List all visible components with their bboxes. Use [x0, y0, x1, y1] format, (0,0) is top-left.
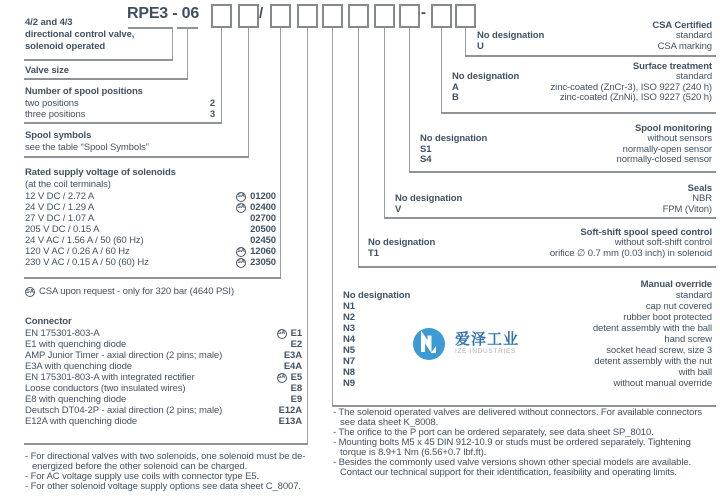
row-desc: normally-closed sensor	[616, 154, 712, 166]
row-label: E12A with quenching diode	[25, 416, 138, 427]
row-code: N7	[343, 356, 355, 367]
row-code: U	[477, 40, 484, 52]
row-code: 20500	[250, 224, 276, 235]
spool-positions-rows	[25, 98, 215, 120]
section-surface-treatment	[452, 61, 712, 104]
row-code: 02450	[250, 235, 276, 246]
section-subtitle: (at the coil terminals)	[25, 179, 111, 190]
csa-mark-icon: SA	[236, 247, 246, 257]
row-desc: socket head screw, size 3	[606, 345, 712, 356]
row-code: 02700	[250, 213, 276, 224]
row-code: E13A	[278, 416, 302, 427]
section-title: Spool symbols	[25, 130, 92, 141]
table-row	[343, 331, 712, 348]
table-row	[343, 323, 712, 334]
note-text: CSA upon request - only for 320 bar (4640 PSI)	[39, 286, 235, 297]
row-code: N8	[343, 367, 355, 378]
valve-type-line: directional control valve,	[25, 28, 135, 40]
section-title: CSA Certified	[652, 20, 712, 31]
csa-mark-icon: SA	[236, 192, 246, 202]
section-rule	[24, 122, 222, 124]
section-rule	[358, 266, 716, 268]
watermark-cn-text: 爱泽工业	[455, 331, 520, 348]
row-code: No designation	[368, 237, 436, 248]
table-row	[25, 361, 302, 372]
row-code: N5	[343, 345, 355, 356]
connector-line	[221, 28, 222, 122]
row-desc: zinc-coated (ZnCr-3), ISO 9227 (240 h)	[550, 81, 712, 93]
table-row	[25, 98, 215, 109]
table-row	[25, 405, 302, 416]
row-label: 205 V DC / 0.15 A	[25, 224, 100, 235]
row-desc: without soft-shift control	[614, 237, 712, 248]
section-rule	[24, 78, 188, 80]
code-box-7	[374, 4, 395, 28]
row-code: 3	[209, 109, 215, 120]
row-label: 230 V AC / 0.15 A / 50 (60) Hz	[25, 257, 149, 268]
footnote: - For AC voltage supply use coils with connector type E5.	[25, 471, 260, 482]
row-label: AMP Junior Timer - axial direction (2 pins; male)	[25, 350, 223, 361]
table-row	[25, 383, 302, 394]
section-rule	[409, 171, 716, 173]
row-code: N9	[343, 378, 355, 389]
connector-line	[441, 28, 442, 112]
table-row	[25, 339, 302, 350]
row-desc: CSA marking	[657, 40, 712, 52]
table-row	[25, 416, 302, 427]
section-title: Rated supply voltage of solenoids	[25, 167, 176, 178]
row-label: 27 V DC / 1.07 A	[25, 213, 95, 224]
row-desc: standard	[675, 290, 712, 301]
section-manual-override	[343, 279, 712, 389]
row-desc: standard	[675, 30, 712, 41]
row-label: three positions	[25, 109, 86, 120]
code-box-5	[322, 4, 343, 28]
section-title: Spool monitoring	[634, 123, 712, 134]
section-title: Soft-shift spool speed control	[580, 227, 712, 238]
table-row	[395, 194, 712, 205]
table-row	[25, 235, 276, 246]
csa-rows	[477, 31, 712, 52]
section-title: Seals	[687, 183, 712, 194]
row-label: E8 with quenching diode	[25, 394, 127, 405]
row-code: No designation	[420, 133, 488, 144]
table-row	[25, 372, 302, 383]
watermark-en-text: IZE INDUSTRIES	[455, 348, 517, 355]
table-row	[477, 31, 712, 42]
row-label: 120 V AC / 0.26 A / 60 Hz	[25, 246, 130, 257]
row-code: A	[452, 81, 459, 93]
table-row	[343, 378, 712, 389]
section-valve-size: Valve size	[25, 65, 69, 76]
csa-mark-icon: SA	[277, 373, 287, 383]
row-desc: with ball	[678, 367, 712, 378]
row-desc: FPM (Viton)	[662, 203, 712, 215]
section-csa-certified	[477, 20, 712, 52]
connector-line	[384, 28, 385, 217]
connector-line	[187, 27, 188, 78]
table-row	[420, 134, 712, 145]
table-row	[477, 42, 712, 53]
table-row	[25, 191, 276, 202]
code-slash: /	[259, 5, 264, 22]
valve-type-line: 4/2 and 4/3	[25, 17, 73, 28]
row-code: No designation	[477, 30, 545, 41]
section-subtitle: see the table “Spool Symbols”	[25, 142, 149, 153]
section-spool-symbols	[25, 130, 149, 154]
table-row	[343, 301, 712, 312]
section-voltage	[25, 167, 276, 268]
row-desc: without sensors	[647, 133, 712, 144]
row-label: Loose conductors (two insulated wires)	[25, 383, 186, 394]
section-rule	[24, 59, 173, 61]
row-code: N1	[343, 301, 355, 312]
model-code-prefix: RPE3 - 06	[127, 5, 200, 22]
override-rows	[343, 290, 712, 389]
row-label: EN 175301-803-A	[25, 328, 100, 339]
row-code: N3	[343, 323, 355, 334]
table-row	[343, 367, 712, 378]
valve-type-line: solenoid operated	[25, 40, 106, 52]
table-row	[343, 312, 712, 323]
section-rule	[441, 112, 716, 114]
table-row	[420, 155, 712, 166]
connector-line	[248, 28, 249, 156]
code-box-6	[348, 4, 369, 28]
footnote: - For other solenoid voltage supply options see data sheet C_8007.	[25, 481, 301, 492]
table-row	[25, 246, 276, 257]
section-spool-monitoring	[420, 123, 712, 166]
connector-line	[358, 28, 359, 266]
row-desc: NBR	[692, 193, 712, 204]
row-desc: orifice ∅ 0.7 mm (0.03 inch) in solenoid	[549, 247, 712, 259]
row-desc: detent assembly with the ball	[592, 323, 712, 334]
seals-rows	[395, 194, 712, 215]
row-label: 24 V AC / 1.56 A / 50 (60 Hz)	[25, 235, 144, 246]
row-code: No designation	[343, 290, 411, 301]
row-code: E3A	[283, 350, 302, 361]
table-row	[368, 249, 712, 260]
row-label: Deutsch DT04-2P - axial direction (2 pins; male)	[25, 405, 223, 416]
row-label: E3A with quenching diode	[25, 361, 132, 372]
csa-mark-icon: SA	[26, 288, 34, 295]
monitoring-rows	[420, 134, 712, 166]
row-label: two positions	[25, 98, 79, 109]
footnote: - For directional valves with two solenoids, one solenoid must be de-energized before the other solenoid can be charged.	[25, 451, 306, 472]
code-box-9	[431, 4, 452, 28]
row-desc: cap nut covered	[645, 301, 712, 312]
soft-shift-rows	[368, 238, 712, 259]
section-title: Connector	[25, 316, 72, 327]
row-label: 24 V DC / 1.29 A	[25, 202, 95, 213]
table-row	[25, 224, 276, 235]
table-row	[368, 238, 712, 249]
table-row	[25, 202, 276, 213]
watermark-logo	[412, 327, 519, 361]
row-code: E5	[290, 372, 302, 383]
row-desc: without manual override	[613, 378, 712, 389]
row-code: E2	[290, 339, 302, 350]
section-rule	[384, 217, 716, 219]
section-valve-type	[25, 17, 134, 52]
section-rule	[24, 156, 249, 158]
row-desc: rubber boot protected	[623, 312, 712, 323]
footnote: - Besides the commonly used valve versions shown other special models are available. Contact our technical support for their identification, feasibility and operating limits.	[333, 457, 692, 478]
table-row	[452, 72, 712, 83]
table-row	[25, 328, 302, 339]
section-connector	[25, 316, 302, 427]
connector-line	[409, 28, 410, 171]
row-code: V	[395, 203, 402, 215]
section-title: Number of spool positions	[25, 86, 143, 97]
connector-rows	[25, 328, 302, 427]
csa-mark-icon: SA	[236, 203, 246, 213]
code-dash: -	[421, 4, 426, 21]
csa-mark-icon: SA	[236, 258, 246, 268]
row-desc: normally-open sensor	[622, 143, 712, 155]
surface-rows	[452, 72, 712, 104]
footnote: - The solenoid operated valves are delivered without connectors. For available connectors see data sheet K_8008.	[333, 407, 703, 428]
row-code: E8	[290, 383, 302, 394]
table-row	[343, 345, 712, 356]
row-label: E1 with quenching diode	[25, 339, 127, 350]
section-soft-shift	[368, 227, 712, 259]
table-row	[25, 257, 276, 268]
row-code: E12A	[278, 405, 302, 416]
connector-line	[280, 28, 281, 277]
voltage-rows	[25, 191, 276, 268]
code-box-10	[455, 4, 476, 28]
section-rule	[24, 443, 308, 445]
ize-logo-icon	[412, 327, 446, 361]
footnote: - The orifice to the P port can be ordered separately, see data sheet SP_8010.	[333, 427, 654, 438]
code-box-2	[238, 4, 259, 28]
row-code: S1	[420, 143, 432, 155]
table-row	[25, 350, 302, 361]
table-row	[343, 356, 712, 367]
row-code: 23050	[250, 257, 276, 268]
left-footnotes	[25, 452, 330, 492]
row-code: No designation	[395, 193, 463, 204]
voltage-csa-note	[25, 286, 234, 297]
code-box-8	[399, 4, 420, 28]
table-row	[395, 205, 712, 216]
row-code: E1	[290, 328, 302, 339]
section-title: Surface treatment	[632, 61, 712, 72]
row-code: B	[452, 92, 459, 104]
right-footnotes	[333, 408, 717, 478]
row-desc: zinc-coated (ZnNi), ISO 9227 (520 h)	[559, 92, 712, 104]
connector-line	[128, 27, 173, 29]
table-row	[25, 394, 302, 405]
row-code: 12060	[250, 246, 276, 257]
code-box-1	[211, 4, 232, 28]
row-label: 12 V DC / 2.72 A	[25, 191, 95, 202]
connector-line	[332, 28, 333, 405]
csa-mark-icon: SA	[277, 329, 287, 339]
table-row	[343, 290, 712, 301]
table-row	[25, 213, 276, 224]
connector-line	[172, 27, 173, 60]
code-box-3	[270, 4, 291, 28]
row-desc: hand screw	[664, 334, 712, 345]
code-box-4	[297, 4, 318, 28]
section-spool-positions	[25, 86, 215, 120]
row-label: EN 175301-803-A with integrated rectifier	[25, 372, 195, 383]
row-code: No designation	[452, 71, 520, 82]
table-row	[452, 93, 712, 104]
row-code: 2	[209, 98, 215, 109]
table-row	[25, 109, 215, 120]
row-desc: detent assembly with the nut	[594, 356, 712, 367]
section-rule	[465, 55, 716, 57]
connector-line	[465, 28, 466, 55]
row-code: E9	[290, 394, 302, 405]
row-code: N4	[343, 334, 355, 345]
row-code: 02400	[250, 202, 276, 213]
row-code: E4A	[283, 361, 302, 372]
row-desc: standard	[675, 71, 712, 82]
section-title: Manual override	[640, 279, 712, 290]
section-seals	[395, 183, 712, 215]
footnote: - Mounting bolts M5 x 45 DIN 912-10.9 or studs must be ordered separately. Tightening torque is 8.9+1 Nm (6.56+0.7 lbf.ft).	[333, 437, 691, 458]
connector-line	[307, 28, 308, 443]
section-rule	[24, 277, 281, 279]
row-code: S4	[420, 154, 432, 166]
row-code: T1	[368, 247, 379, 259]
row-code: 01200	[250, 191, 276, 202]
row-code: N2	[343, 312, 355, 323]
